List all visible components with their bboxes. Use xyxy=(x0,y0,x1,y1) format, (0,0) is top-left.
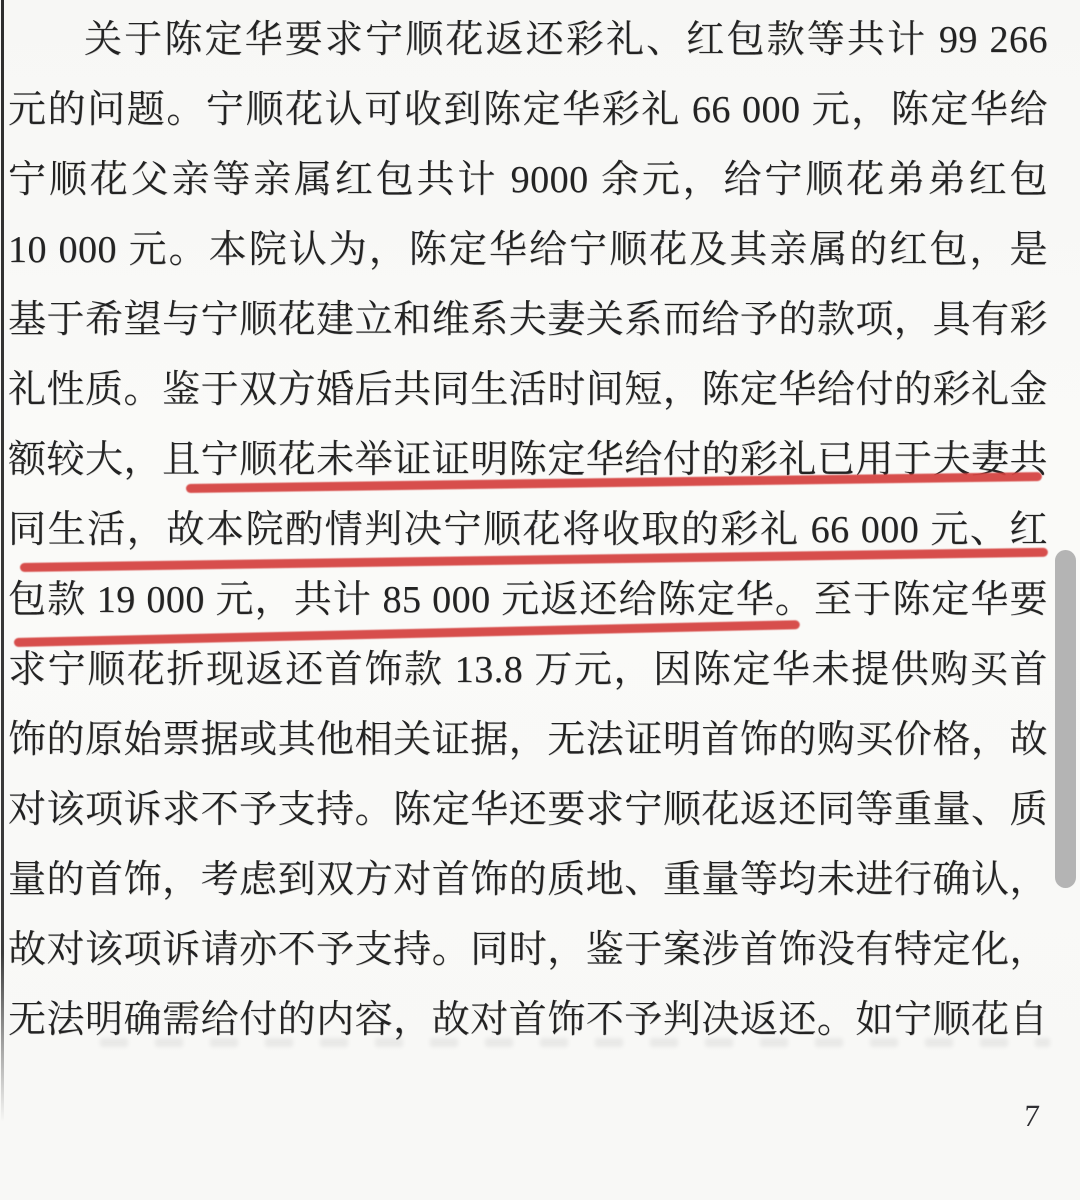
text-line-11: 饰的原始票据或其他相关证据，无法证明首饰的购买价格，故 xyxy=(8,719,1048,761)
text-line-6: 礼性质。鉴于双方婚后共同生活时间短，陈定华给付的彩礼金 xyxy=(8,369,1048,411)
text-line-13: 量的首饰，考虑到双方对首饰的质地、重量等均未进行确认， xyxy=(8,859,1048,901)
scan-edge-line xyxy=(1,0,4,1122)
bleed-through-artifact xyxy=(100,1038,1050,1047)
text-line-9: 包款 19 000 元，共计 85 000 元返还给陈定华。至于陈定华要 xyxy=(8,579,1048,621)
text-line-3: 宁顺花父亲等亲属红包共计 9000 余元，给宁顺花弟弟红包 xyxy=(8,159,1048,201)
text-line-12: 对该项诉求不予支持。陈定华还要求宁顺花返还同等重量、质 xyxy=(8,789,1048,831)
judgment-text-block xyxy=(8,5,1048,1055)
scrollbar-thumb[interactable] xyxy=(1055,550,1076,888)
text-line-7: 额较大，且宁顺花未举证证明陈定华给付的彩礼已用于夫妻共 xyxy=(8,439,1048,481)
page-number: 7 xyxy=(1022,1098,1041,1133)
text-line-14: 故对该项诉请亦不予支持。同时，鉴于案涉首饰没有特定化， xyxy=(8,929,1048,971)
text-line-1: 关于陈定华要求宁顺花返还彩礼、红包款等共计 99 266 xyxy=(84,19,1048,61)
text-line-2: 元的问题。宁顺花认可收到陈定华彩礼 66 000 元，陈定华给 xyxy=(8,89,1048,131)
text-line-8: 同生活，故本院酌情判决宁顺花将收取的彩礼 66 000 元、红 xyxy=(8,509,1048,551)
text-line-5: 基于希望与宁顺花建立和维系夫妻关系而给予的款项，具有彩 xyxy=(8,299,1048,341)
text-line-15: 无法明确需给付的内容，故对首饰不予判决返还。如宁顺花自 xyxy=(8,999,1048,1041)
text-line-4: 10 000 元。本院认为，陈定华给宁顺花及其亲属的红包，是 xyxy=(8,229,1048,271)
text-line-10: 求宁顺花折现返还首饰款 13.8 万元，因陈定华未提供购买首 xyxy=(8,649,1048,691)
